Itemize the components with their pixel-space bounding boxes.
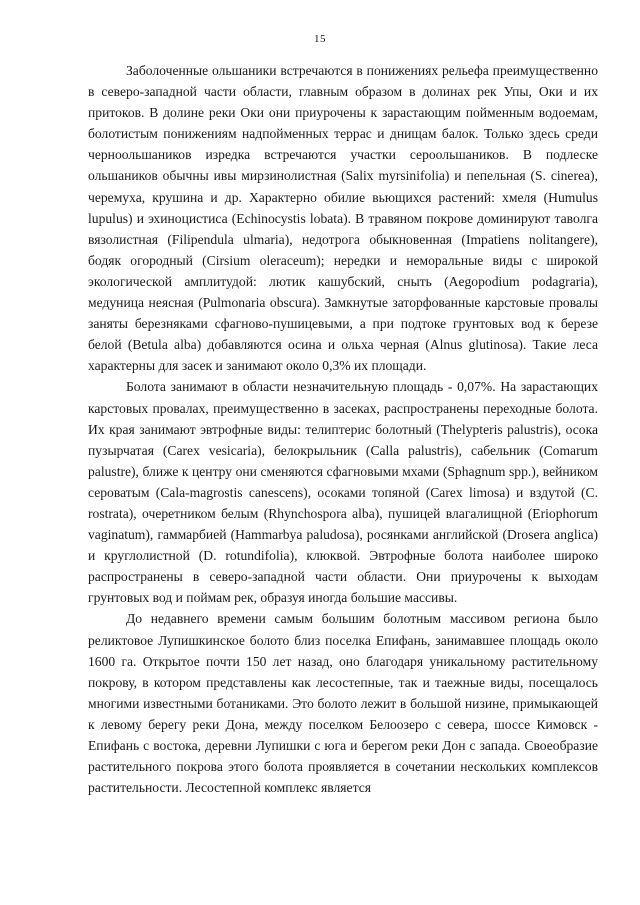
document-body xyxy=(88,60,598,798)
paragraph-bogs: Болота занимают в области незначительную площадь - 0,07%. На зарастающих карстовых провалах, преимущественно в засеках, распространены переходные болота. Их края занимают эвтрофные виды: телиптерис болотный (Thelypteris palustris), осока пузырчатая (Carex vesicaria), белокрыльник (Calla palustris), сабельник (Comarum palustre), ближе к центру они сменяются сфагновыми мхами (Sphagnum spp.), вейником сероватым (Cala-magrostis canescens), осоками топяной (Carex limosa) и вздутой (C. rostrata), очеретником белым (Rhynchospora alba), пушицей влагалищной (Eriophorum vaginatum), гаммарбией (Hammarbya paludosa), росянками английской (Drosera anglica) и круглолистной (D. rotundifolia), клюквой. Эвтрофные болота наиболее широко распространены в северо-западной части области. Они приурочены к выходам грунтовых вод и поймам рек, образуя иногда большие массивы. xyxy=(88,379,598,606)
paragraph-swamp-alder-forests: Заболоченные ольшаники встречаются в понижениях рельефа преимущественно в северо-западной части области, главным образом в долинах рек Упы, Оки и их притоков. В долине реки Оки они приурочены к зарастающим пойменным водоемам, болотистым понижениям надпойменных террас и днищам балок. Только здесь среди черноольшаников изредка встречаются участки сероольшаников. В подлеске ольшаников обычны ивы мирзинолистная (Salix myrsinifolia) и пепельная (S. cinerea), черемуха, крушина и др. Характерно обилие вьющихся растений: хмеля (Humulus lupulus) и эхиноцистиса (Echinocystis lobata). В травяном покрове доминируют таволга вязолистная (Filipendula ulmaria), недотрога обыкновенная (Impatiens nolitangere), бодяк огородный (Cirsium oleraceum); нередки и неморальные виды с широкой экологической амплитудой: лютик кашубский, сныть (Aegopodium podagraria), медуница неясная (Pulmonaria obscura). Замкнутые заторфованные карстовые провалы заняты березняками сфагново-пушицевыми, а при подтоке грунтовых вод к березе белой (Betula alba) добавляются осина и ольха черная (Alnus glutinosa). Такие леса характерны для засек и занимают около 0,3% их площади. xyxy=(88,63,598,374)
paragraph-lupishkinskoe-bog: До недавнего времени самым большим болотным массивом региона было реликтовое Лупишкинское болото близ поселка Епифань, занимавшее площадь около 1600 га. Открытое почти 150 лет назад, оно благодаря уникальному растительному покрову, в котором представлены как лесостепные, так и таежные виды, посещалось многими известными ботаниками. Это болото лежит в большой низине, примыкающей к левому берегу реки Дона, между поселком Белоозеро с севера, шоссе Кимовск - Епифань с востока, деревни Лупишки с юга и берегом реки Дон с запада. Своеобразие растительного покрова этого болота проявляется в сочетании нескольких комплексов растительности. Лесостепной комплекс является xyxy=(88,611,598,796)
page-number: 15 xyxy=(314,33,326,45)
